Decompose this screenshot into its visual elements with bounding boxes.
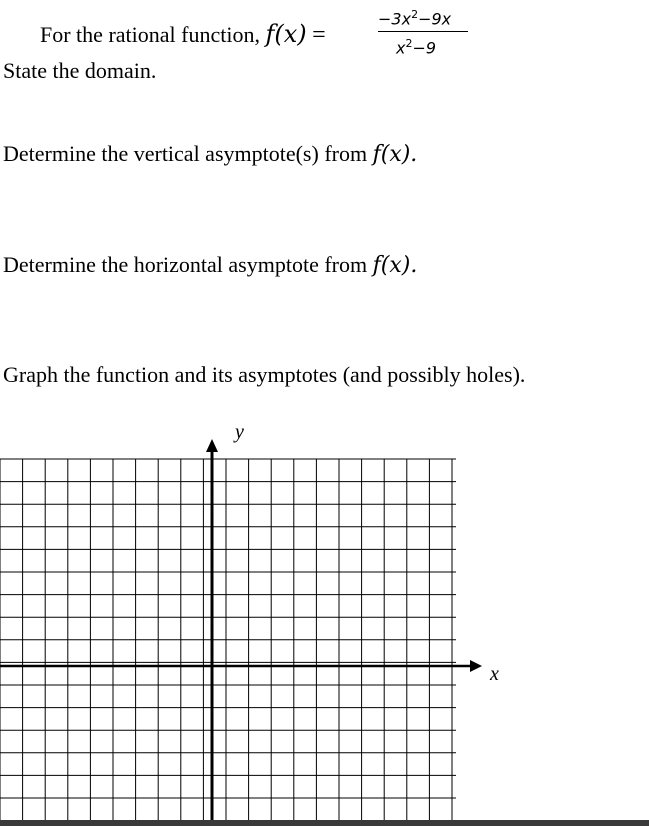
graph-instruction: Graph the function and its asymptotes (and possibly holes).	[3, 362, 526, 387]
horizontal-prefix: Determine the horizontal asymptote from	[3, 252, 368, 277]
numerator-exp: 2	[411, 8, 419, 21]
grid-lines	[0, 459, 456, 820]
horizontal-fx: f(x).	[372, 253, 418, 278]
x-axis-arrow	[470, 660, 482, 672]
numerator-rest: −9x	[418, 9, 452, 29]
intro-text: For the rational function,	[40, 22, 260, 47]
vertical-fx: f(x).	[372, 142, 418, 167]
equals-sign: =	[312, 22, 326, 48]
numerator-coeff: −3x	[378, 9, 412, 29]
function-lhs: f(x)	[265, 20, 307, 48]
y-axis-arrow	[206, 439, 218, 452]
bottom-border	[0, 820, 649, 826]
x-axis-label: x	[490, 663, 499, 685]
y-axis-label: y	[235, 421, 244, 443]
domain-question: State the domain.	[3, 58, 157, 83]
denominator-base: x	[396, 38, 406, 58]
vertical-prefix: Determine the vertical asymptote(s) from	[3, 141, 368, 166]
denominator-exp: 2	[405, 37, 413, 50]
denominator-rest: −9	[412, 38, 437, 58]
